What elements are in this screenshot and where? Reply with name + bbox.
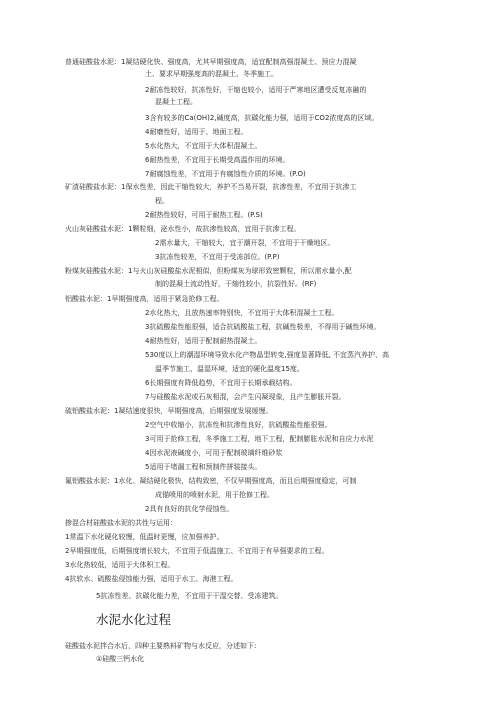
text-line: 硫铝酸盐水泥：1凝结速度很快，早期强度高，后期强度发展缓慢。 xyxy=(65,407,273,415)
text-line: 4抗软水、硫酸盐侵蚀能力强，适用于水工、海港工程。 xyxy=(65,575,238,583)
text-line: 矿渣硅酸盐水泥：1保水性差，因此干缩性较大，养护不当易开裂，抗渗性差，不宜用于抗渗工 xyxy=(65,183,357,191)
text-line: 粉煤灰硅酸盐水泥：1与火山灰硅酸盐水泥相似，但粉煤灰为球形致密颗粒，所以需水量小,配 xyxy=(65,267,352,275)
text-line: 2早期强度低，后期强度增长较大，不宜用于低温施工、不宜用于有早强要求的工程。 xyxy=(65,547,329,555)
text-line: 氟铝酸盐水泥：1水化、凝结硬化极快，结构致密，不仅早期强度高，而且后期强度稳定，可制 xyxy=(65,477,357,485)
text-line: 火山灰硅酸盐水泥：1颗粒细，泌水性小，故抗渗性较高，宜用于抗渗工程。 xyxy=(65,225,301,233)
text-line: 5抗冻性差、抗碳化能力差，不宜用于干湿交替、受冻建筑。 xyxy=(96,592,283,600)
text-line: 3水化热较低，适用于大体积工程。 xyxy=(65,561,175,569)
text-line: ①硅酸三钙水化 xyxy=(96,655,145,663)
text-line: 2需水量大，干缩较大，宜于潮开裂，不宜用于干燥地区。 xyxy=(155,239,335,247)
text-line: 2耐热性较好，可用于耐热工程。(P.S) xyxy=(145,211,263,219)
text-line: 3抗冻性较差，不宜用于受冻部位。(P.P) xyxy=(155,253,280,261)
text-line: 铝酸盐水泥：1早期强度高，适用于紧急抢修工程。 xyxy=(65,295,224,303)
text-line: 5适用于堵漏工程和预制件拼装接头。 xyxy=(145,463,262,471)
text-line: 4因水泥液碱度小，可用于配制玻璃纤维砂浆 xyxy=(145,449,283,457)
text-line: 硅酸盐水泥拌合水后，四种主要熟料矿物与水反应，分述如下: xyxy=(65,642,257,650)
text-line: 掺混合材硅酸盐水泥的共性与运用： xyxy=(65,519,177,527)
text-line: 530度以上的潮湿环境导致水化产物晶型转变,强度显著降低, 不宜蒸汽养护、高 xyxy=(145,351,390,359)
text-line: 4耐热性好，适用于配制耐热混凝土。 xyxy=(145,337,262,345)
text-line: 混凝土工程。 xyxy=(155,98,197,106)
text-line: 5水化热大，不宜用于大体积混凝土。 xyxy=(145,142,262,150)
text-line: 2水化热大，且放热速率特别快，不宜用于大体积混凝土工程。 xyxy=(145,309,339,317)
text-line: 7耐腐蚀性差，不宜用于有腐蚀性介质的环境。(P.O) xyxy=(145,170,306,178)
section-heading: 水泥水化过程 xyxy=(96,612,172,627)
text-line: 3抗硫酸盐性能很强，适合抗硫酸盐工程，抗碱性极差，不得用于碱性环境。 xyxy=(145,323,381,331)
text-line: 2空气中收缩小，抗冻性和抗渗性良好，抗硫酸盐性能很强。 xyxy=(145,421,332,429)
text-line: 普通硅酸盐水泥：1凝结硬化快、强度高，尤其早期强度高，适宜配制高强混凝土、预应力混凝 xyxy=(65,58,357,66)
text-line: 1常温下水化硬化较慢，低温时更慢，应加强养护。 xyxy=(65,533,224,541)
text-line: 程。 xyxy=(155,197,169,205)
text-line: 土、要求早期强度高的混凝土、冬季施工。 xyxy=(145,70,278,78)
text-line: 3含有较多的Ca(OH)2,碱度高，抗碳化能力强，适用于CO2浓度高的区域。 xyxy=(145,114,379,122)
text-line: 2具有良好的抗化学侵蚀性。 xyxy=(145,505,234,513)
text-line: 2耐冻性较好，抗冻性好，干缩也较小，适用于严寒地区遭受反复冻融的 xyxy=(145,86,367,94)
text-line: 温季节施工、温湿环境，适宜的硬化温度15度。 xyxy=(155,365,304,373)
text-line: 4耐磨性好，适用于、地面工程。 xyxy=(145,128,248,136)
text-line: 6耐热性差，不宜用于长期受高温作用的环境。 xyxy=(145,156,290,164)
text-line: 3可用于抢修工程，冬季施工工程，地下工程，配制膨胀水泥和自应力水泥 xyxy=(145,435,374,443)
text-line: 制的混凝土流动性好，干缩性较小，抗裂性好。(RF) xyxy=(155,280,317,288)
text-line: 7与硅酸盐水泥或石灰相混，会产生闪凝现象，且产生膨胀开裂。 xyxy=(145,393,346,401)
text-line: 6长期强度有降低趋势，不宜用于长期承载结构。 xyxy=(145,379,297,387)
text-line: 成锚喷用的喷射水泥，用于抢修工程。 xyxy=(155,491,274,499)
